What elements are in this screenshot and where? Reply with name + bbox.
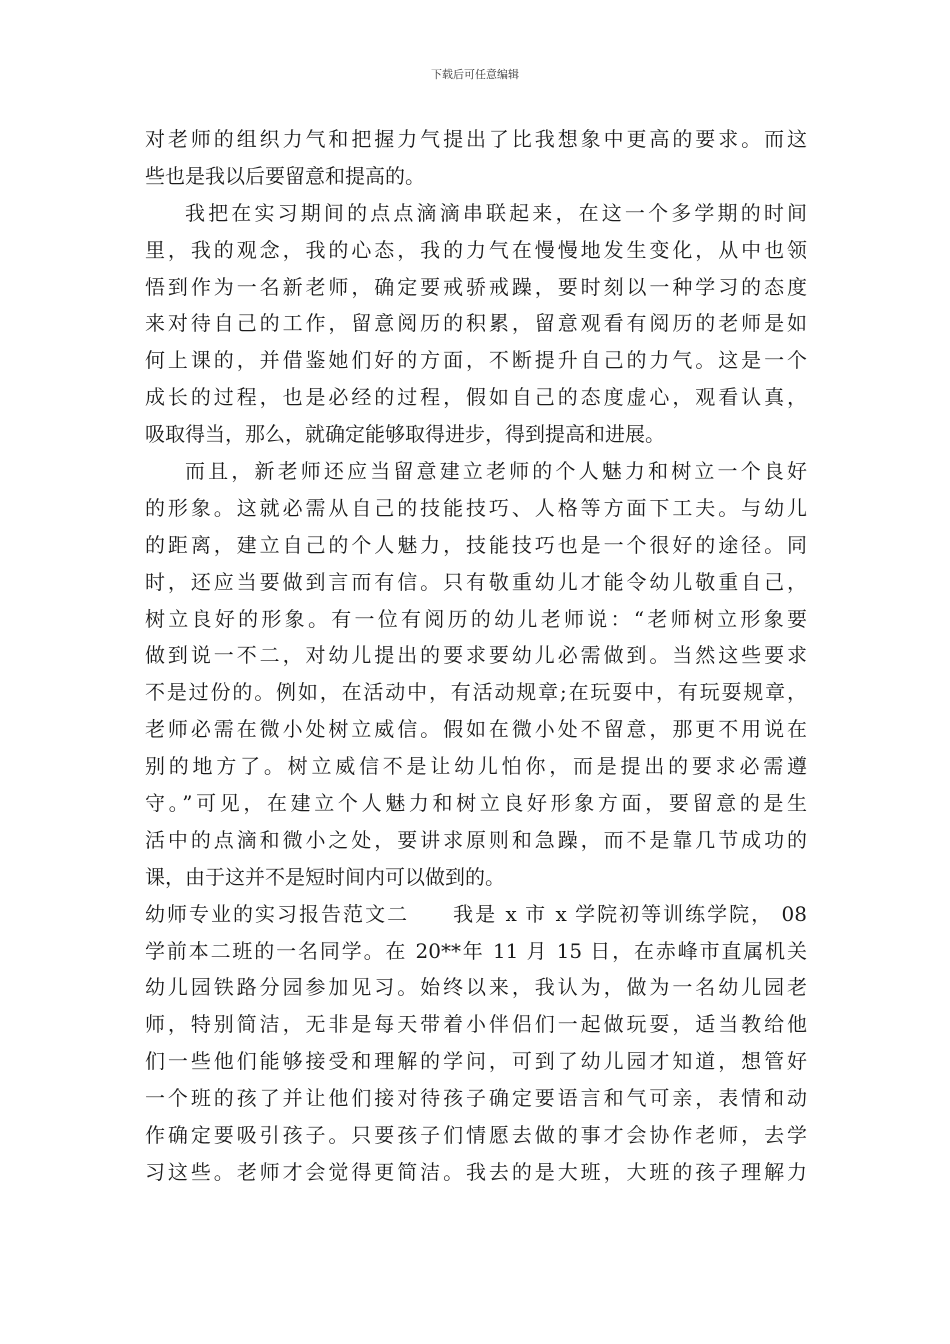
text-line: 师，特别简洁，无非是每天带着小伴侣们一起做玩耍，适当教给他 (145, 1012, 807, 1037)
text-line: 别的地方了。树立威信不是让幼儿怕你，而是提出的要求必需遵 (145, 754, 807, 779)
text-line: 对老师的组织力气和把握力气提出了比我想象中更高的要求。而这 (145, 127, 807, 151)
text-line: 们一些他们能够接受和理解的学问，可到了幼儿园才知道，想管好 (145, 1049, 807, 1074)
text-line: 不是过份的。例如，在活动中，有活动规章;在玩耍中，有玩耍规章， (145, 680, 807, 705)
text-line: 时，还应当要做到言而有信。只有敬重幼儿才能令幼儿敬重自己， (145, 569, 807, 594)
text-line: 幼儿园铁路分园参加见习。始终以来，我认为，做为一名幼儿园老 (145, 975, 807, 1000)
text-line: 活中的点滴和微小之处，要讲求原则和急躁，而不是靠几节成功的 (145, 827, 807, 852)
text-line: 我把在实习期间的点点滴滴串联起来，在这一个多学期的时间 (185, 200, 807, 225)
text-line: 的形象。这就必需从自己的技能技巧、人格等方面下工夫。与幼儿 (145, 495, 807, 520)
text-line: 作确定要吸引孩子。只要孩子们情愿去做的事才会协作老师，去学 (145, 1123, 807, 1148)
text-line: 成长的过程，也是必经的过程，假如自己的态度虚心，观看认真， (145, 385, 807, 410)
text-line: 而且，新老师还应当留意建立老师的个人魅力和树立一个良好 (185, 459, 807, 484)
text-line: 树立良好的形象。有一位有阅历的幼儿老师说：“老师树立形象要 (145, 606, 807, 631)
text-line: 何上课的，并借鉴她们好的方面，不断提升自己的力气。这是一个 (145, 348, 807, 373)
text-line: 里，我的观念，我的心态，我的力气在慢慢地发生变化，从中也领 (145, 237, 807, 262)
text-line: 悟到作为一名新老师，确定要戒骄戒躁，要时刻以一种学习的态度 (145, 274, 807, 299)
document-body (145, 121, 807, 1191)
text-line: 老师必需在微小处树立威信。假如在微小处不留意，那更不用说在 (145, 717, 807, 742)
text-line: 习这些。老师才会觉得更简洁。我去的是大班，大班的孩子理解力 (145, 1159, 807, 1184)
text-line: 一个班的孩了并让他们接对待孩子确定要语言和气可亲，表情和动 (145, 1086, 807, 1111)
text-line: 吸取得当，那么，就确定能够取得进步，得到提高和进展。 (145, 422, 665, 447)
text-line: 守。”可见，在建立个人魅力和树立良好形象方面，要留意的是生 (145, 791, 807, 816)
text-line: 幼师专业的实习报告范文二 我是 x 市 x 学院初等训练学院， 08 (145, 901, 807, 926)
text-line: 学前本二班的一名同学。在 20**年 11 月 15 日，在赤峰市直属机关 (145, 938, 807, 963)
text-line: 的距离，建立自己的个人魅力，技能技巧也是一个很好的途径。同 (145, 532, 807, 557)
page-header: 下载后可任意编辑 (431, 68, 519, 81)
text-line: 来对待自己的工作，留意阅历的积累，留意观看有阅历的老师是如 (145, 311, 807, 336)
text-line: 做到说一不二，对幼儿提出的要求要幼儿必需做到。当然这些要求 (145, 643, 807, 668)
text-line: 些也是我以后要留意和提高的。 (145, 163, 425, 188)
text-line: 课，由于这并不是短时间内可以做到的。 (145, 864, 505, 889)
